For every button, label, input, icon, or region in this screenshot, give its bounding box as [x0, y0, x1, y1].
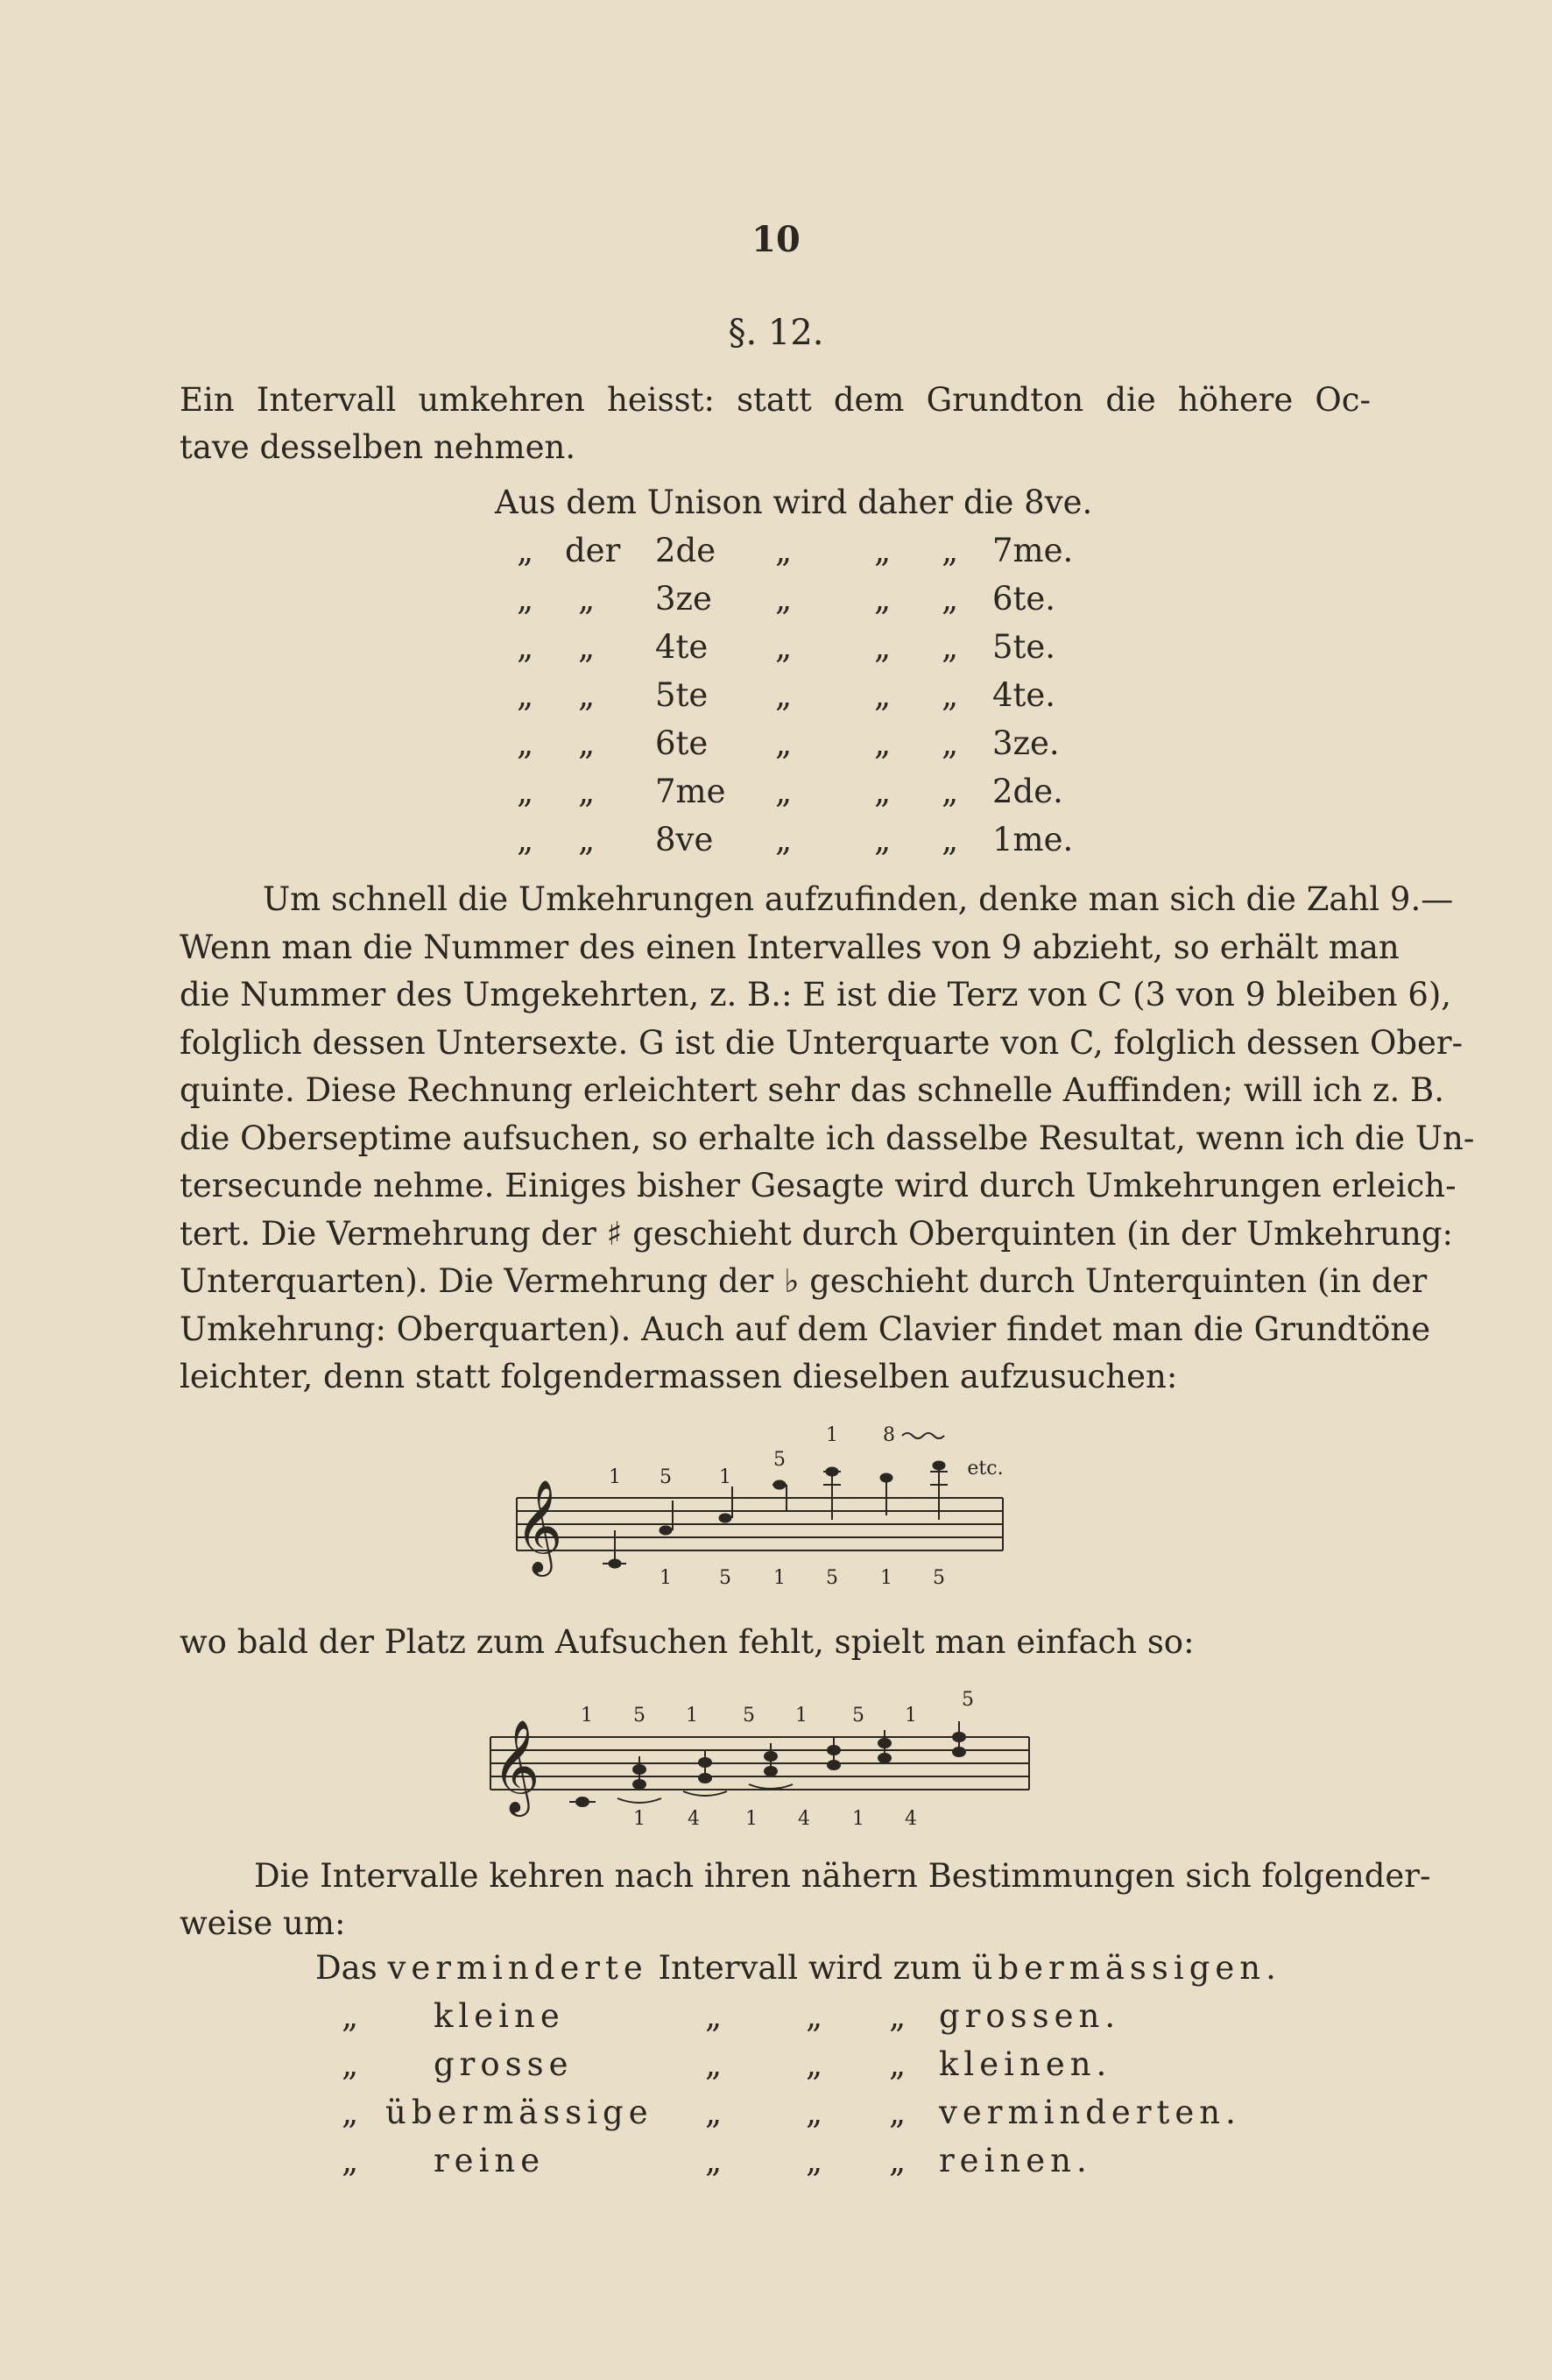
ditto-mark: „: [806, 1997, 823, 2035]
fingering-upper: 1: [826, 1424, 838, 1446]
ditto-mark: „: [874, 773, 892, 810]
ditto-mark: „: [578, 628, 596, 666]
middle-line: [180, 1619, 1371, 1666]
music-example-2: [473, 1686, 1042, 1840]
music-example-1: [490, 1415, 1016, 1590]
ditto-mark: „: [517, 773, 534, 810]
fingering-lower: 5: [826, 1567, 838, 1589]
fingering-upper: 1: [795, 1705, 808, 1727]
body-line: Um schnell die Umkehrungen aufzufinden, denke man sich die Zahl 9.—: [263, 880, 1454, 918]
ditto-mark: „: [942, 676, 959, 714]
ditto-mark: „: [342, 1997, 359, 2035]
ditto-mark: „: [517, 676, 534, 714]
quality-from: grosse: [434, 2045, 574, 2083]
body-line: Wenn man die Nummer des einen Intervalles von 9 abzieht, so erhält man: [180, 928, 1400, 966]
ditto-mark: „: [517, 580, 534, 618]
qualities-line: Die Intervalle kehren nach ihren nähern Bestimmungen sich folgender-: [254, 1857, 1431, 1895]
fingering-lower: 5: [933, 1567, 945, 1589]
middle-text: wo bald der Platz zum Aufsuchen fehlt, spielt man einfach so:: [180, 1623, 1195, 1661]
section-heading: §. 12.: [728, 313, 824, 353]
body-line: tert. Die Vermehrung der ♯ geschieht durch Oberquinten (in der Umkehrung:: [180, 1214, 1453, 1253]
interval-to: 4te.: [992, 676, 1056, 714]
quality-to: kleinen.: [939, 2045, 1112, 2083]
ditto-mark: „: [889, 1997, 907, 2035]
ditto-mark: „: [874, 628, 892, 666]
ditto-mark: „: [517, 724, 534, 762]
fingering-upper: 5: [852, 1705, 864, 1727]
row-prefix: der: [565, 532, 621, 569]
fingering-upper: 1: [581, 1705, 593, 1727]
body-line: Unterquarten). Die Vermehrung der ♭ geschieht durch Unterquinten (in der: [180, 1262, 1428, 1300]
quality-from: reine: [434, 2142, 546, 2179]
interval-to: 3ze.: [992, 724, 1060, 762]
ditto-mark: „: [705, 2094, 723, 2131]
interval-from: 3ze: [655, 580, 712, 618]
fingering-upper: 1: [686, 1705, 698, 1727]
ditto-mark: „: [775, 773, 793, 810]
fingering-lower: 1: [880, 1567, 892, 1589]
qualities-intro: [180, 1853, 1431, 1947]
fingering-lower: 1: [852, 1808, 864, 1830]
ditto-mark: „: [942, 628, 959, 666]
ditto-mark: „: [578, 676, 596, 714]
ditto-mark: „: [874, 676, 892, 714]
ditto-mark: „: [889, 2094, 907, 2131]
ditto-mark: „: [578, 821, 596, 858]
ditto-mark: „: [517, 628, 534, 666]
ditto-mark: „: [942, 821, 959, 858]
interval-from: 2de: [655, 532, 716, 569]
staff-lines: [490, 1737, 1029, 1790]
fingering-upper: 5: [660, 1466, 672, 1488]
body-line: Umkehrung: Oberquarten). Auch auf dem Clavier findet man die Grundtöne: [180, 1310, 1431, 1348]
ditto-mark: „: [889, 2045, 907, 2083]
fingering-lower: 1: [660, 1567, 672, 1589]
page-number: 10: [751, 219, 801, 260]
ditto-mark: „: [942, 724, 959, 762]
ditto-mark: „: [705, 2142, 723, 2179]
note: [660, 1526, 672, 1535]
ditto-mark: „: [942, 773, 959, 810]
header-from: verminderte: [387, 1949, 648, 1987]
quality-from: kleine: [434, 1997, 565, 2035]
fingering-lower: 1: [745, 1808, 758, 1830]
ditto-mark: „: [889, 2142, 907, 2179]
note: [719, 1514, 731, 1522]
treble-clef-icon: 𝄞: [515, 1479, 563, 1572]
ditto-mark: „: [775, 580, 793, 618]
fingering-lower: 1: [773, 1567, 786, 1589]
interval-to: 2de.: [992, 773, 1063, 810]
intro-line: Ein Intervall umkehren heisst: statt dem Grundton die höhere Oc-: [180, 381, 1371, 419]
ditto-mark: „: [806, 2045, 823, 2083]
ditto-mark: „: [775, 532, 793, 569]
ditto-mark: „: [775, 821, 793, 858]
etc-label: etc.: [967, 1458, 1004, 1480]
ditto-mark: „: [775, 628, 793, 666]
staff-lines: [517, 1498, 1003, 1550]
note: [576, 1797, 589, 1806]
fingering-upper: 5: [962, 1689, 974, 1711]
fingering-lower: 4: [688, 1808, 700, 1830]
interval-to: 7me.: [992, 532, 1074, 569]
intro-line: tave desselben nehmen.: [180, 428, 576, 466]
ditto-mark: „: [705, 1997, 723, 2035]
ditto-mark: „: [874, 532, 892, 569]
fingering-lower: 1: [633, 1808, 645, 1830]
body-line: tersecunde nehme. Einiges bisher Gesagte wird durch Umkehrungen erleich-: [180, 1167, 1457, 1204]
trill-line: [902, 1433, 944, 1438]
qualities-line: weise um:: [180, 1904, 346, 1942]
body-line: quinte. Diese Rechnung erleichtert sehr das schnelle Auffinden; will ich z. B.: [180, 1071, 1444, 1109]
fingering-upper: 1: [905, 1705, 917, 1727]
ditto-mark: „: [942, 532, 959, 569]
header-to: übermässigen.: [971, 1949, 1281, 1987]
header-mid: Intervall wird zum: [658, 1949, 962, 1987]
quality-from: übermässige: [385, 2094, 653, 2131]
inversion-header: Aus dem Unison wird daher die 8ve.: [495, 484, 1093, 521]
ditto-mark: „: [775, 724, 793, 762]
ditto-mark: „: [874, 821, 892, 858]
body-line: leichter, denn statt folgendermassen dieselben aufzusuchen:: [180, 1358, 1178, 1395]
fingering-upper: 1: [719, 1466, 731, 1488]
ditto-mark: „: [874, 580, 892, 618]
ditto-mark: „: [806, 2142, 823, 2179]
interval-from: 7me: [655, 773, 726, 810]
treble-clef-icon: 𝄞: [492, 1719, 540, 1812]
fingering-lower: 4: [905, 1808, 917, 1830]
quality-to: reinen.: [939, 2142, 1092, 2179]
ditto-mark: „: [578, 773, 596, 810]
fingering-upper: 5: [633, 1705, 645, 1727]
ditto-mark: „: [342, 2094, 359, 2131]
body-line: die Oberseptime aufsuchen, so erhalte ich dasselbe Resultat, wenn ich die Un-: [180, 1119, 1475, 1157]
fingering-lower: 5: [719, 1567, 731, 1589]
interval-from: 4te: [655, 628, 709, 666]
ditto-mark: „: [342, 2045, 359, 2083]
ditto-mark: „: [874, 724, 892, 762]
body-paragraph: [180, 876, 1475, 1402]
quality-to: grossen.: [939, 1997, 1121, 2035]
ditto-mark: „: [775, 676, 793, 714]
interval-from: 6te: [655, 724, 709, 762]
interval-to: 6te.: [992, 580, 1056, 618]
body-line: folglich dessen Untersexte. G ist die Unterquarte von C, folglich dessen Ober-: [180, 1023, 1464, 1062]
interval-from: 8ve: [655, 821, 714, 858]
ottava-mark: 8: [883, 1424, 895, 1446]
ditto-mark: „: [705, 2045, 723, 2083]
header-pre: Das: [315, 1949, 377, 1987]
fingering-lower: 4: [798, 1808, 810, 1830]
ditto-mark: „: [578, 580, 596, 618]
ditto-mark: „: [578, 724, 596, 762]
body-line: die Nummer des Umgekehrten, z. B.: E ist die Terz von C (3 von 9 bleiben 6),: [180, 976, 1452, 1013]
interval-to: 5te.: [992, 628, 1056, 666]
ditto-mark: „: [342, 2142, 359, 2179]
ditto-mark: „: [517, 532, 534, 569]
interval-to: 1me.: [992, 821, 1074, 858]
ditto-mark: „: [942, 580, 959, 618]
notes: [603, 1461, 948, 1568]
intro-paragraph: [180, 377, 1371, 471]
fingering-upper: 1: [609, 1466, 621, 1488]
interval-from: 5te: [655, 676, 709, 714]
qualities-header: [315, 1949, 1281, 1987]
ditto-mark: „: [517, 821, 534, 858]
fingering-upper: 5: [773, 1449, 786, 1471]
quality-to: verminderten.: [939, 2094, 1241, 2131]
ditto-mark: „: [806, 2094, 823, 2131]
fingering-upper: 5: [743, 1705, 755, 1727]
